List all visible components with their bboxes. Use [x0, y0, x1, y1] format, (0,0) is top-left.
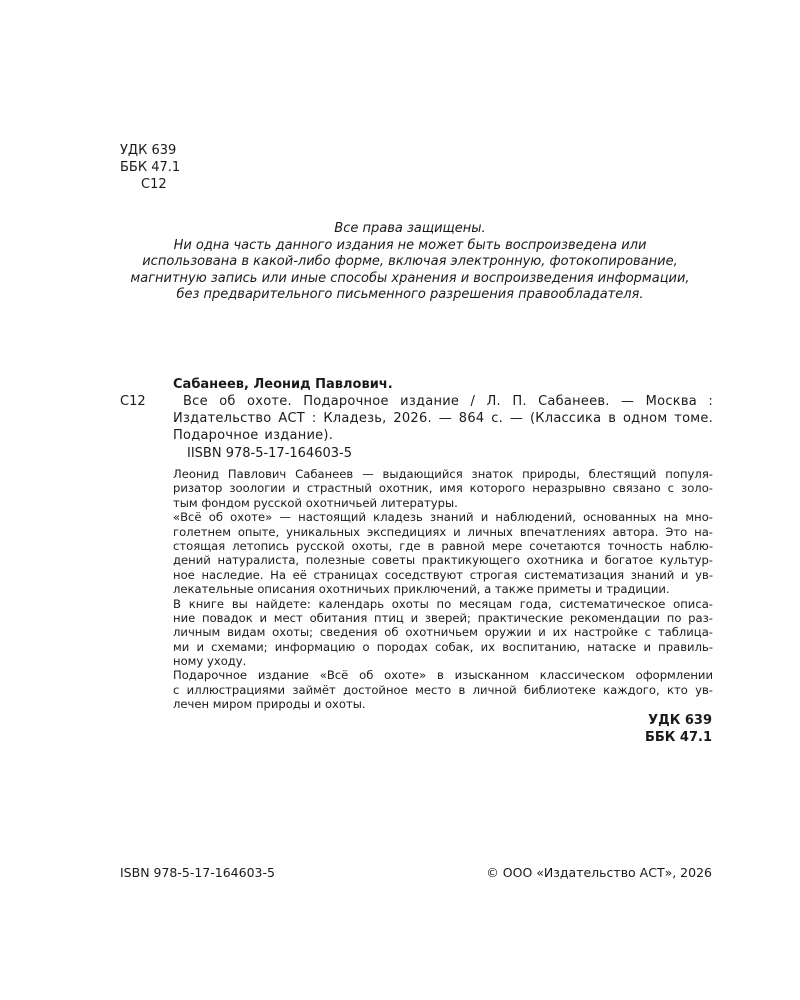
- footer-copyright: © ООО «Издательство АСТ», 2026: [486, 865, 712, 880]
- annotation-line: ми и схемами; информацию о породах собак, их воспитанию, натаске и правиль-: [173, 639, 713, 654]
- copyright-notice: [110, 221, 710, 304]
- udk-code-bold: УДК 639: [648, 713, 712, 728]
- annotation-line: ние повадок и мест обитания птиц и зверей; практические рекомендации по раз-: [173, 610, 713, 625]
- udk-code: УДК 639: [120, 143, 177, 158]
- record-line: Издательство АСТ : Кладезь, 2026. — 864 с. — (Классика в одном томе.: [173, 411, 713, 426]
- annotation-line: лечен миром природы и охоты.: [173, 697, 366, 712]
- annotation-line: ное наследие. На её страницах соседствуют строгая систематизация знаний и ув-: [173, 567, 713, 582]
- rights-line: Все права защищены.: [334, 221, 486, 236]
- record-line: Подарочное издание).: [173, 428, 334, 443]
- annotation-line: лекательные описания охотничьих приключений, а также приметы и традиции.: [173, 582, 670, 597]
- record-author: Сабанеев, Леонид Павлович.: [173, 377, 393, 392]
- annotation-line: тым фондом русской охотничьей литературы.: [173, 495, 458, 510]
- annotation-line: «Всё об охоте» — настоящий кладезь знаний и наблюдений, основанных на мно-: [173, 510, 713, 525]
- annotation-line: В книге вы найдете: календарь охоты по месяцам года, систематическое описа-: [173, 596, 713, 611]
- annotation-line: стоящая летопись русской охоты, где в равной мере сочетаются точность наблю-: [173, 538, 713, 553]
- annotation-line: ному уходу.: [173, 654, 247, 669]
- rights-line: без предварительного письменного разрешения правообладателя.: [176, 287, 644, 302]
- rights-line: Ни одна часть данного издания не может быть воспроизведена или: [173, 237, 647, 253]
- record-isbn: IISBN 978-5-17-164603-5: [187, 446, 352, 461]
- annotation: [173, 467, 713, 712]
- footer-isbn: ISBN 978-5-17-164603-5: [120, 865, 275, 880]
- record-line: Все об охоте. Подарочное издание / Л. П. Сабанеев. — Москва :: [183, 394, 713, 409]
- annotation-line: Леонид Павлович Сабанеев — выдающийся знаток природы, блестящий популя-: [173, 467, 713, 481]
- record-sign: С12: [120, 394, 146, 409]
- annotation-line: голетнем опыте, уникальных экспедициях и личных впечатлениях автора. Это на-: [173, 524, 713, 539]
- annotation-line: Подарочное издание «Всё об охоте» в изысканном классическом оформлении: [173, 668, 713, 683]
- classification-codes: [120, 142, 180, 193]
- annotation-line: ризатор зоологии и страстный охотник, имя которого неразрывно связано с золо-: [173, 481, 713, 496]
- rights-line: использована в какой-либо форме, включая электронную, фотокопирование,: [142, 254, 678, 269]
- classification-block: [645, 712, 712, 746]
- bbk-code-bold: ББК 47.1: [644, 730, 712, 745]
- bibliographic-record: [173, 393, 713, 444]
- author-sign-code: С12: [141, 177, 167, 192]
- bbk-code: ББК 47.1: [120, 160, 181, 175]
- rights-line: магнитную запись или иные способы хранения и воспроизведения информации,: [130, 270, 690, 286]
- annotation-line: личным видам охоты; сведения об охотничьем оружии и их настройке с таблица-: [173, 625, 713, 640]
- annotation-line: с иллюстрациями займёт достойное место в личной библиотеке каждого, кто ув-: [173, 682, 713, 697]
- annotation-line: дений натуралиста, полезные советы практикующего охотника и богатое культур-: [173, 553, 713, 568]
